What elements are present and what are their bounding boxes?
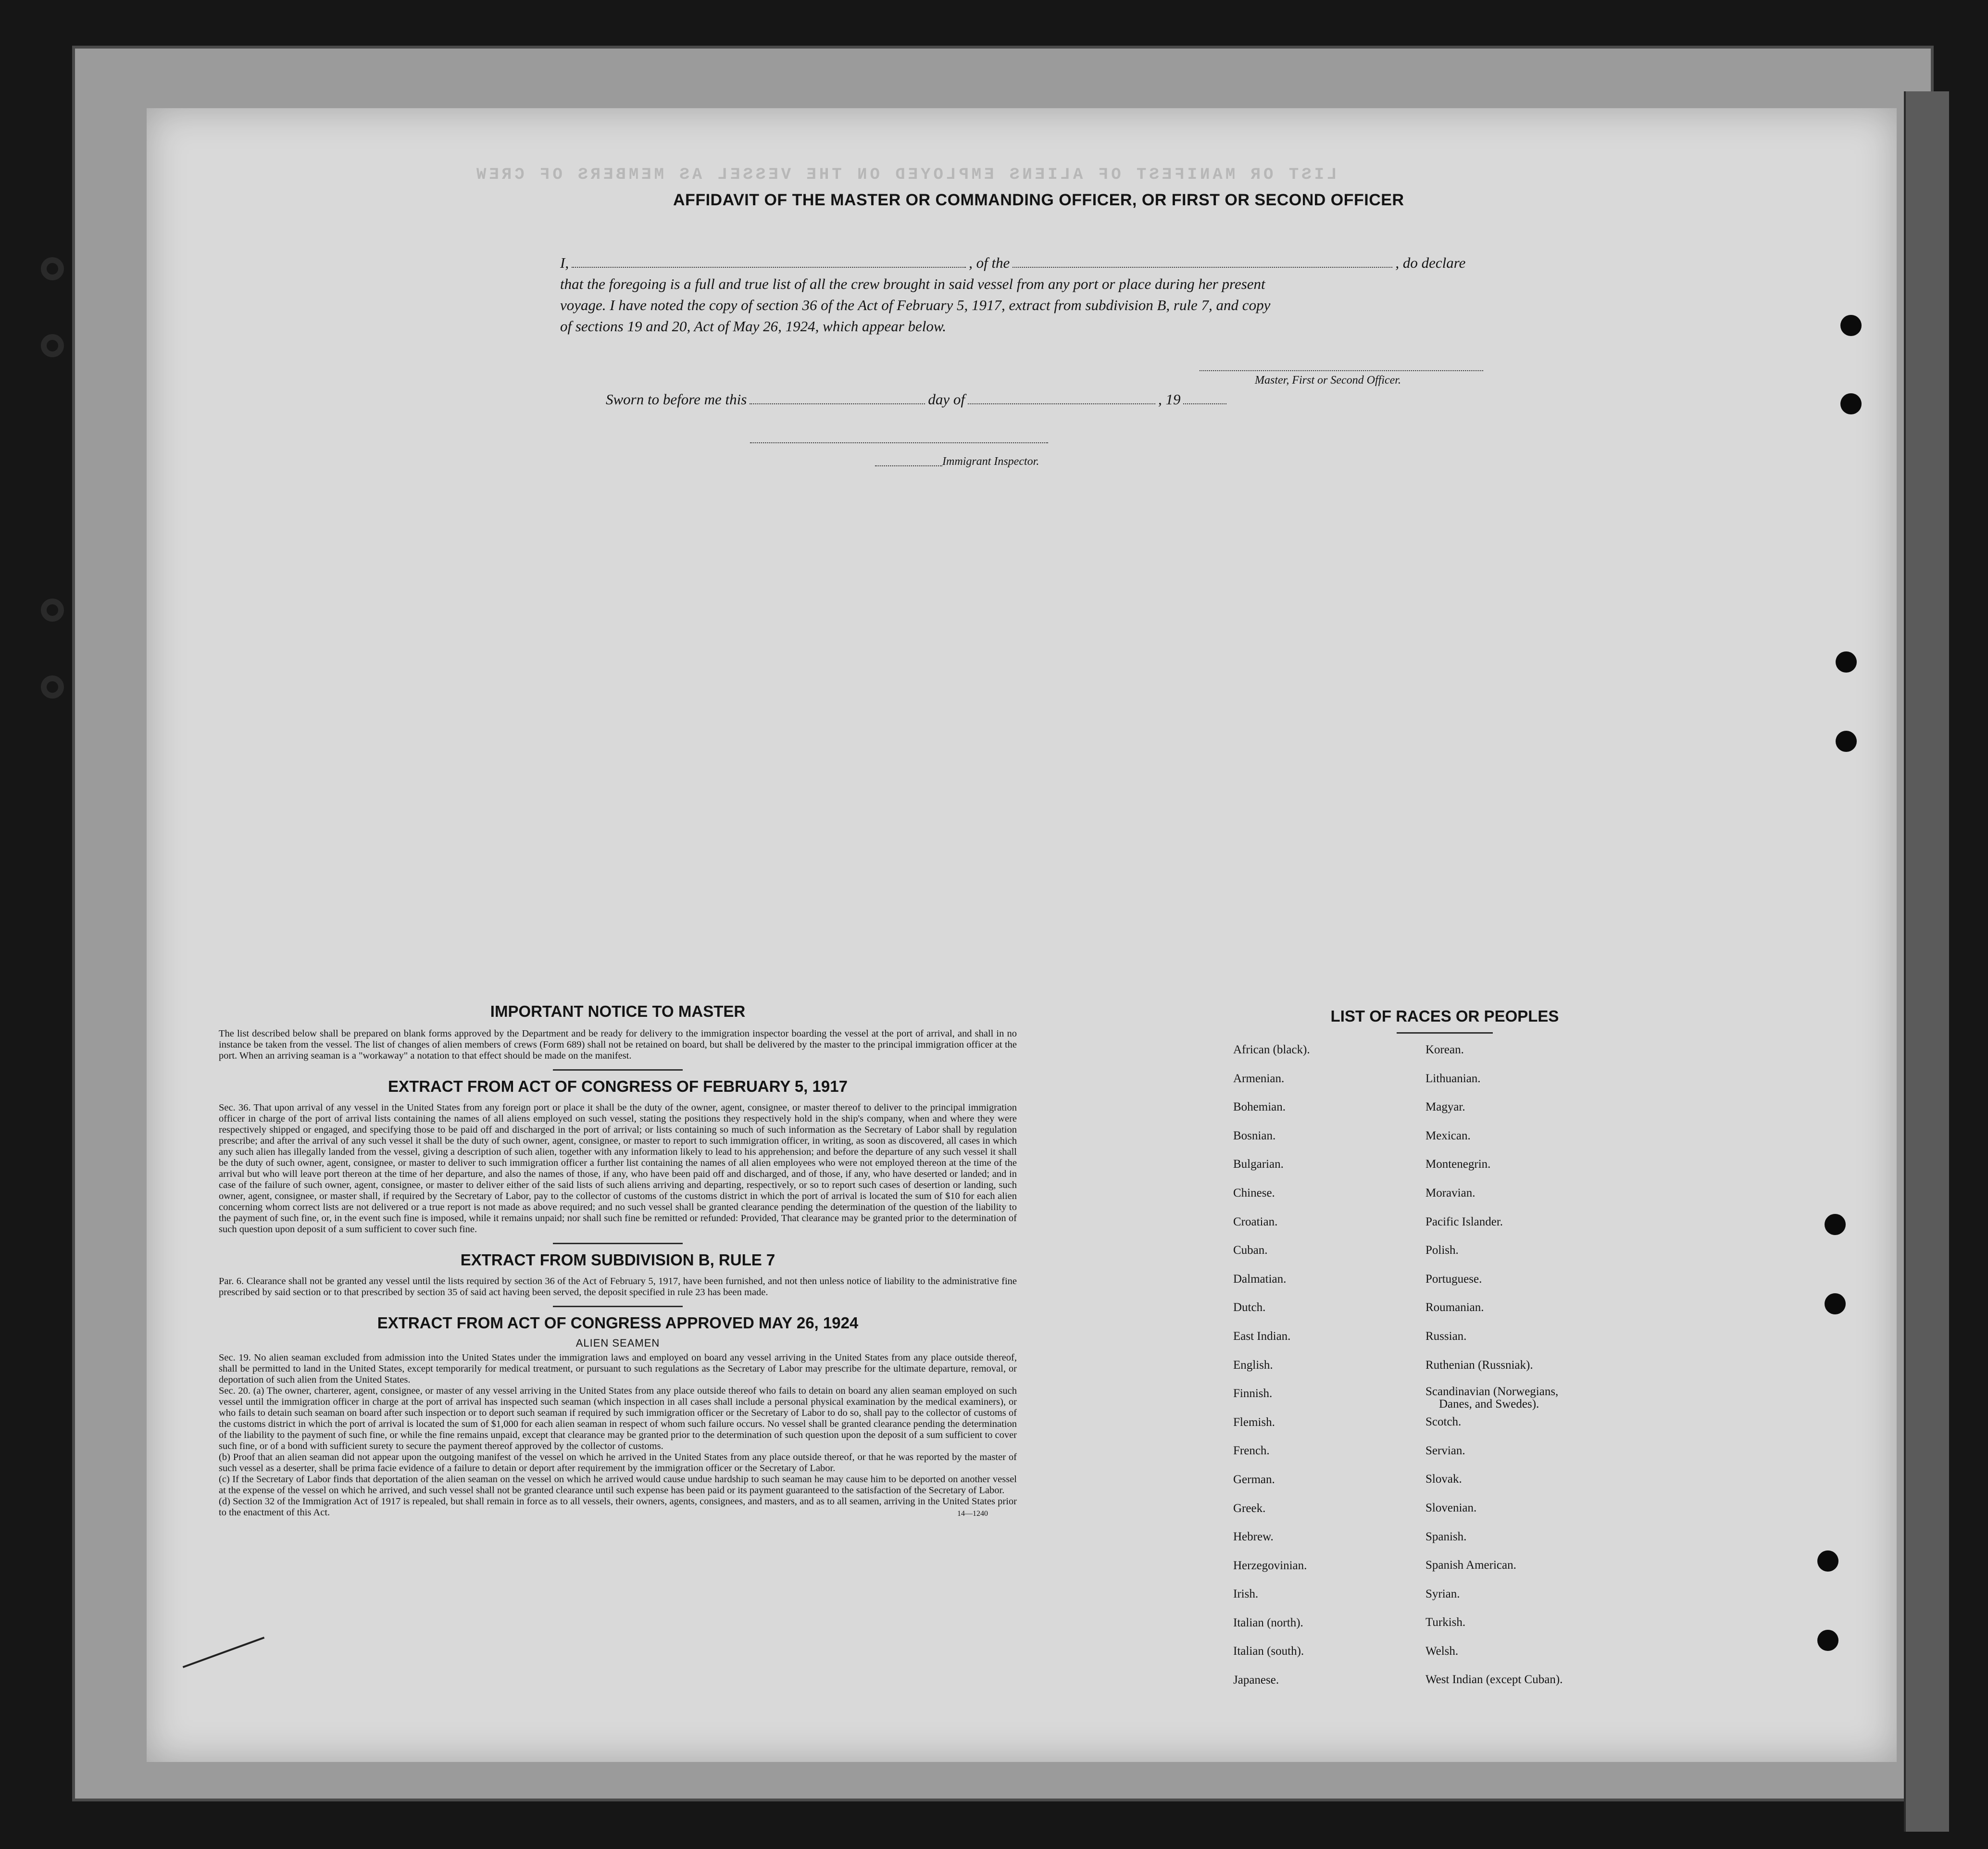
manifest-sheet — [147, 108, 1897, 1762]
sec20a-text: Sec. 20. (a) The owner, charterer, agent, consignee, or master of any vessel arriving in the United States from any place outside thereof who fails to detain on board any alien seaman employed on such vessel until the immigration officer in charge at the port of arrival has inspected such seaman (which inspection in all cases shall include a personal physical examination by the medical examiners), or who fails to detain such seaman on board after such inspection or to deport such seaman if required by such immigration officer or the Secretary of Labor to do so, shall pay to the collector of customs of the customs district in which the port of arrival is located the sum of $1,000 for each alien seaman in respect of whom such failure occurs. No vessel shall be granted clearance pending the determination of the liability to the payment of such fine, or while the fine remains unpaid, except that clearance may be granted prior to the determination of such question upon the deposit of a sum sufficient to cover such fine, or of a bond with sufficient surety to secure the payment thereof approved by the collector of customs. — [219, 1386, 1017, 1451]
race-item: Danes, and Swedes). — [1439, 1398, 1539, 1411]
sec20d-text: (d) Section 32 of the Immigration Act of 1917 is repealed, but shall remain in force as to all vessels, their owners, agents, consignees, and masters, and as to all seamen, arriving in the United States prior to the enactment of this Act. — [219, 1496, 1017, 1518]
race-item: Italian (north). — [1233, 1616, 1303, 1629]
race-item: Welsh. — [1425, 1644, 1459, 1658]
binder-hole — [1825, 1293, 1846, 1314]
race-item: Magyar. — [1425, 1100, 1465, 1114]
affidavit-line-end: , do declare — [1395, 254, 1466, 271]
alien-seamen-subtitle: ALIEN SEAMEN — [575, 1337, 660, 1349]
race-item: Spanish American. — [1425, 1559, 1516, 1572]
race-item: Dutch. — [1233, 1301, 1266, 1314]
race-item: French. — [1233, 1444, 1270, 1458]
binder-hole — [1840, 315, 1862, 336]
race-item: Scotch. — [1425, 1415, 1462, 1429]
affidavit-line-4: of sections 19 and 20, Act of May 26, 1924, which appear below. — [560, 318, 947, 335]
races-column-1 — [1233, 1043, 1310, 1702]
race-item: Irish. — [1233, 1587, 1259, 1601]
race-item: Scandinavian (Norwegians, — [1425, 1385, 1559, 1399]
race-item: East Indian. — [1233, 1329, 1291, 1343]
legal-notices — [219, 1002, 1017, 1518]
binder-hole — [1836, 731, 1857, 752]
races-title: LIST OF RACES OR PEOPLES — [1330, 1007, 1559, 1025]
binder-hole — [1825, 1214, 1846, 1235]
races-column-2 — [1425, 1043, 1563, 1702]
race-item: Herzegovinian. — [1233, 1559, 1307, 1572]
race-item: German. — [1233, 1473, 1275, 1486]
form-number: 14—1240 — [957, 1510, 988, 1518]
race-item: African (black). — [1233, 1043, 1310, 1056]
inspector-short-line — [875, 465, 942, 466]
race-item: Ruthenian (Russniak). — [1425, 1358, 1533, 1372]
notice-text: The list described below shall be prepared on blank forms approved by the Department and be ready for delivery to the immigration inspector boarding the vessel at the port of arrival, and shall in no instance be taken from the vessel. The list of changes of alien members of crews (Form 689) shall not be retained on board, but shall be delivered by the master to the principal immigration officer at the port. When an arriving seaman is a "workaway" a notation to that effect should be made on the manifest. — [219, 1028, 1017, 1061]
extract-1917-text: Sec. 36. That upon arrival of any vessel in the United States from any foreign port or place it shall be the duty of the owner, agent, consignee, or master thereof to deliver to the principal immigration officer in charge of the port of arrival lists containing the names of all aliens employed on such vessel, stating the positions they respectively hold in the ship's company, when and where they were respectively shipped or engaged, and specifying those to be paid off and discharged in the port of arrival; or lists containing so much of such information as the Secretary of Labor shall by regulation prescribe; and after the arrival of any such vessel it shall be the duty of such owner, agent, consignee, or master to report to such immigration officer, in writing, as soon as discovered, all cases in which any such alien has illegally landed from the vessel, giving a description of such alien, together with any information likely to lead to his apprehension; and before the departure of any such vessel it shall be the duty of such owner, agent, consignee, or master to deliver to such immigration officer a further list containing the names of all alien employees who were not employed thereon at the time of the arrival but who will leave port thereon at the time of her departure, and also the names of those, if any, who have been paid off and discharged, and of those, if any, who have deserted or landed; and in case of the failure of such owner, agent, consignee, or master to deliver either of the said lists of such aliens arriving and departing, respectively, or so to report such cases of desertion or landing, such owner, agent, consignee, or master shall, if required by the Secretary of Labor, pay to the collector of customs of the customs district in which the port of arrival is located the sum of $10 for each alien concerning whom correct lists are not delivered or a true report is not made as above required; and no such vessel shall be granted clearance pending the determination of the question of the liability to the payment of such fine, or, in the event such fine is imposed, while it remains unpaid; nor shall such fine be remitted or refunded: Provided, That clearance may be granted prior to the determination of such question upon deposit of a sum sufficient to cover such fine. — [219, 1102, 1017, 1235]
race-item: Flemish. — [1233, 1415, 1275, 1429]
race-item: Dalmatian. — [1233, 1272, 1287, 1286]
race-item: Bosnian. — [1233, 1129, 1276, 1142]
race-item: Moravian. — [1425, 1186, 1475, 1199]
document-edge — [1904, 91, 1949, 1832]
race-item: Polish. — [1425, 1244, 1459, 1257]
extract-1917-title: EXTRACT FROM ACT OF CONGRESS OF FEBRUARY 5, 1917 — [388, 1077, 848, 1095]
rule7-title: EXTRACT FROM SUBDIVISION B, RULE 7 — [460, 1251, 775, 1269]
binder-hole — [41, 599, 64, 622]
name-blank[interactable] — [572, 267, 966, 268]
affidavit-line-start: I, — [560, 254, 569, 271]
sworn-text: Sworn to before me this — [606, 391, 747, 408]
divider — [553, 1069, 683, 1071]
notice-title: IMPORTANT NOTICE TO MASTER — [490, 1002, 746, 1020]
race-item: Turkish. — [1425, 1616, 1466, 1629]
day-of-text: day of — [928, 391, 965, 408]
race-item: Slovenian. — [1425, 1501, 1477, 1514]
race-item: Russian. — [1425, 1329, 1467, 1343]
race-item: Portuguese. — [1425, 1272, 1482, 1286]
affidavit-line-2: that the foregoing is a full and true list of all the crew brought in said vessel from any port or place during her present — [560, 275, 1265, 292]
sworn-month-blank[interactable] — [968, 403, 1155, 404]
affidavit-line-3: voyage. I have noted the copy of section 36 of the Act of February 5, 1917, extract from subdivision B, rule 7, and copy — [560, 297, 1271, 313]
vessel-blank[interactable] — [1013, 267, 1392, 268]
race-item: English. — [1233, 1358, 1273, 1372]
pen-mark — [183, 1637, 265, 1668]
race-item: Chinese. — [1233, 1186, 1275, 1199]
inspector-signature-line[interactable] — [750, 442, 1048, 443]
binder-hole — [41, 257, 64, 280]
affidavit-statement — [560, 252, 1536, 337]
binder-hole — [1836, 651, 1857, 673]
race-item: Japanese. — [1233, 1674, 1279, 1687]
binder-hole — [1817, 1550, 1838, 1572]
race-item: Armenian. — [1233, 1072, 1285, 1085]
bleed-through-title: LIST OR MANIFEST OF ALIENS EMPLOYED ON THE VESSEL AS MEMBERS OF CREW — [474, 166, 1337, 184]
rule7-text: Par. 6. Clearance shall not be granted any vessel until the lists required by section 36 of the Act of February 5, 1917, have been furnished, and not then unless notice of liability to the administrative fine prescribed by said section or to that prescribed by section 35 of said act having been served, the deposit specified in rule 23 has been made. — [219, 1276, 1017, 1298]
binder-hole — [1840, 393, 1862, 414]
sec20c-text: (c) If the Secretary of Labor finds that deportation of the alien seaman on the vessel on which he arrived would cause undue hardship to such seaman he may cause him to be deported on another vessel at the expense of the vessel on which he arrived, and such vessel shall not be granted clearance until such expense has been paid or its payment guaranteed to the satisfaction of the Secretary of Labor. — [219, 1474, 1017, 1496]
inspector-label: Immigrant Inspector. — [942, 455, 1039, 468]
sec19-text: Sec. 19. No alien seaman excluded from admission into the United States under the immigration laws and employed on board any vessel arriving in the United States from any place outside thereof, shall be permitted to land in the United States, except temporarily for medical treatment, or pursuant to such regulations as the Secretary of Labor may prescribe for the ultimate departure, removal, or deportation of such alien from the United States. — [219, 1352, 1017, 1385]
race-item: Croatian. — [1233, 1215, 1278, 1228]
master-signature-line[interactable] — [1200, 370, 1483, 371]
affidavit-line-mid: , of the — [969, 254, 1010, 271]
race-item: Bohemian. — [1233, 1100, 1286, 1114]
race-item: Syrian. — [1425, 1587, 1460, 1600]
binder-hole — [41, 675, 64, 699]
sworn-day-blank[interactable] — [750, 403, 925, 404]
race-item: Bulgarian. — [1233, 1158, 1284, 1171]
year-text: , 19 — [1158, 391, 1181, 408]
race-item: Servian. — [1425, 1444, 1465, 1457]
binder-hole — [41, 334, 64, 357]
sworn-statement — [606, 391, 1229, 408]
race-item: Hebrew. — [1233, 1530, 1274, 1544]
race-item: Montenegrin. — [1425, 1158, 1491, 1171]
extract-1924-title: EXTRACT FROM ACT OF CONGRESS APPROVED MAY 26, 1924 — [377, 1314, 859, 1332]
sworn-year-blank[interactable] — [1183, 403, 1226, 404]
race-item: Lithuanian. — [1425, 1072, 1481, 1085]
race-item: Finnish. — [1233, 1387, 1273, 1400]
race-item: Italian (south). — [1233, 1645, 1304, 1658]
race-item: Cuban. — [1233, 1244, 1268, 1257]
race-item: Spanish. — [1425, 1530, 1467, 1543]
master-label: Master, First or Second Officer. — [1255, 374, 1401, 387]
divider — [1397, 1032, 1493, 1034]
divider — [553, 1306, 683, 1307]
race-item: Korean. — [1425, 1043, 1464, 1056]
race-item: Greek. — [1233, 1501, 1266, 1515]
sec20b-text: (b) Proof that an alien seaman did not appear upon the outgoing manifest of the vessel on which he arrived in the United States from any place outside thereof, or that he was reported by the master of such vessel as a deserter, shall be prima facie evidence of a failure to detain or deport after requirement by the immigration officer or the Secretary of Labor. — [219, 1452, 1017, 1474]
race-item: West Indian (except Cuban). — [1425, 1673, 1563, 1687]
race-item: Pacific Islander. — [1425, 1215, 1503, 1228]
divider — [553, 1243, 683, 1244]
races-list — [1204, 1007, 1685, 1687]
race-item: Slovak. — [1425, 1473, 1462, 1486]
race-item: Mexican. — [1425, 1129, 1471, 1142]
affidavit-title: AFFIDAVIT OF THE MASTER OR COMMANDING OFFICER, OR FIRST OR SECOND OFFICER — [673, 191, 1404, 209]
race-item: Roumanian. — [1425, 1301, 1484, 1314]
binder-hole — [1817, 1630, 1838, 1651]
